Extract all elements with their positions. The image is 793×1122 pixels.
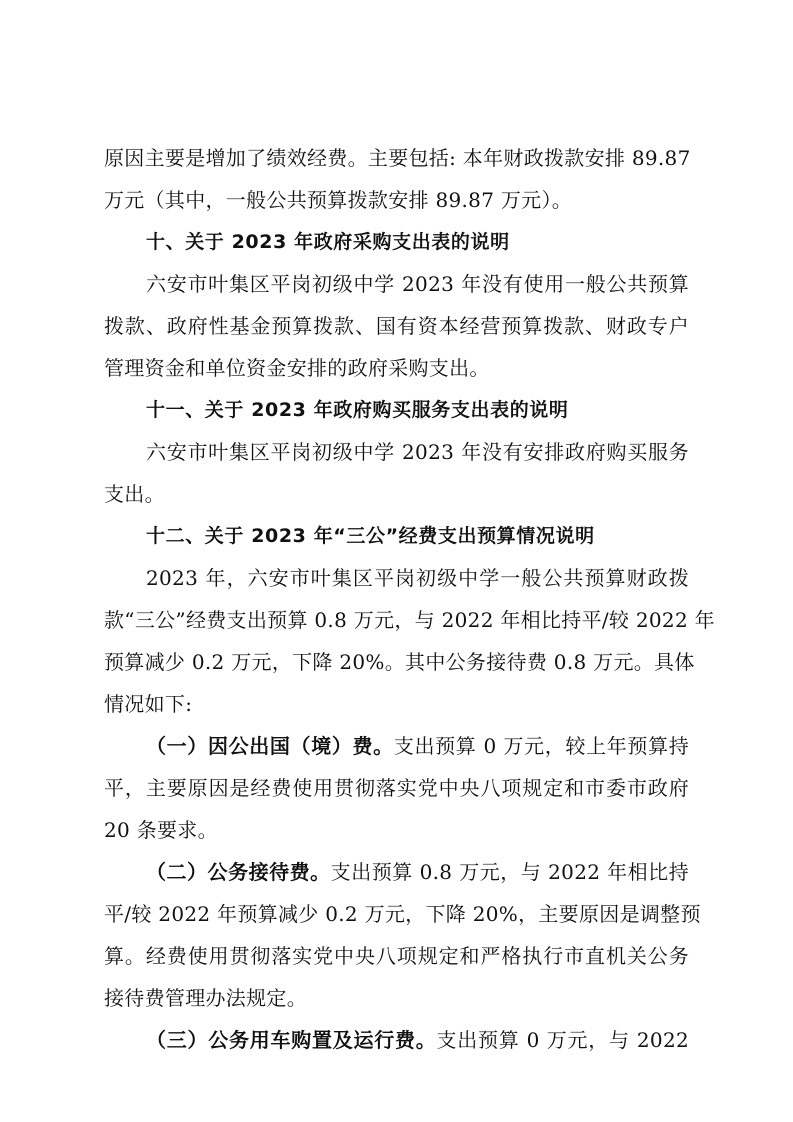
paragraph-line: 情况如下: bbox=[104, 692, 193, 716]
subsection-1 bbox=[146, 733, 689, 759]
paragraph-line: 20 条要求。 bbox=[104, 818, 218, 842]
section-heading-12: 十二、关于 2023 年“三公”经费支出预算情况说明 bbox=[146, 525, 595, 547]
subsection-3-title: （三）公务用车购置及运行费。 bbox=[146, 1028, 437, 1052]
subsection-3 bbox=[146, 1027, 689, 1053]
paragraph-line: 六安市叶集区平岗初级中学 2023 年没有安排政府购买服务 bbox=[146, 440, 689, 464]
section-heading-10: 十、关于 2023 年政府采购支出表的说明 bbox=[146, 231, 510, 253]
paragraph-line: 平，主要原因是经费使用贯彻落实党中央八项规定和市委市政府 bbox=[104, 776, 689, 800]
subsection-1-title: （一）因公出国（境）费。 bbox=[146, 734, 394, 758]
subsection-3-text: 支出预算 0 万元，与 2022 bbox=[436, 1028, 689, 1052]
paragraph-line: 拨款、政府性基金预算拨款、国有资本经营预算拨款、财政专户 bbox=[104, 314, 689, 338]
paragraph-line: 六安市叶集区平岗初级中学 2023 年没有使用一般公共预算 bbox=[146, 272, 689, 296]
subsection-2-title: （二）公务接待费。 bbox=[146, 860, 331, 884]
subsection-2-text: 支出预算 0.8 万元，与 2022 年相比持 bbox=[330, 860, 689, 884]
section-heading-11: 十一、关于 2023 年政府购买服务支出表的说明 bbox=[146, 399, 569, 421]
paragraph-line: 管理资金和单位资金安排的政府采购支出。 bbox=[104, 356, 490, 380]
paragraph-line: 原因主要是增加了绩效经费。主要包括: 本年财政拨款安排 89.87 bbox=[104, 146, 691, 170]
paragraph-line: 平/较 2022 年预算减少 0.2 万元，下降 20%，主要原因是调整预 bbox=[104, 902, 701, 926]
paragraph-line: 算。经费使用贯彻落实党中央八项规定和严格执行市直机关公务 bbox=[104, 944, 689, 968]
subsection-2 bbox=[146, 859, 689, 885]
paragraph-line: 款“三公”经费支出预算 0.8 万元，与 2022 年相比持平/较 2022 年 bbox=[104, 608, 715, 632]
paragraph-line: 2023 年，六安市叶集区平岗初级中学一般公共预算财政拨 bbox=[146, 566, 689, 590]
paragraph-line: 万元（其中，一般公共预算拨款安排 89.87 万元）。 bbox=[104, 188, 573, 212]
subsection-1-text: 支出预算 0 万元，较上年预算持 bbox=[393, 734, 689, 758]
paragraph-line: 支出。 bbox=[104, 482, 165, 506]
paragraph-line: 预算减少 0.2 万元，下降 20%。其中公务接待费 0.8 万元。具体 bbox=[104, 650, 695, 674]
paragraph-line: 接待费管理办法规定。 bbox=[104, 986, 307, 1010]
